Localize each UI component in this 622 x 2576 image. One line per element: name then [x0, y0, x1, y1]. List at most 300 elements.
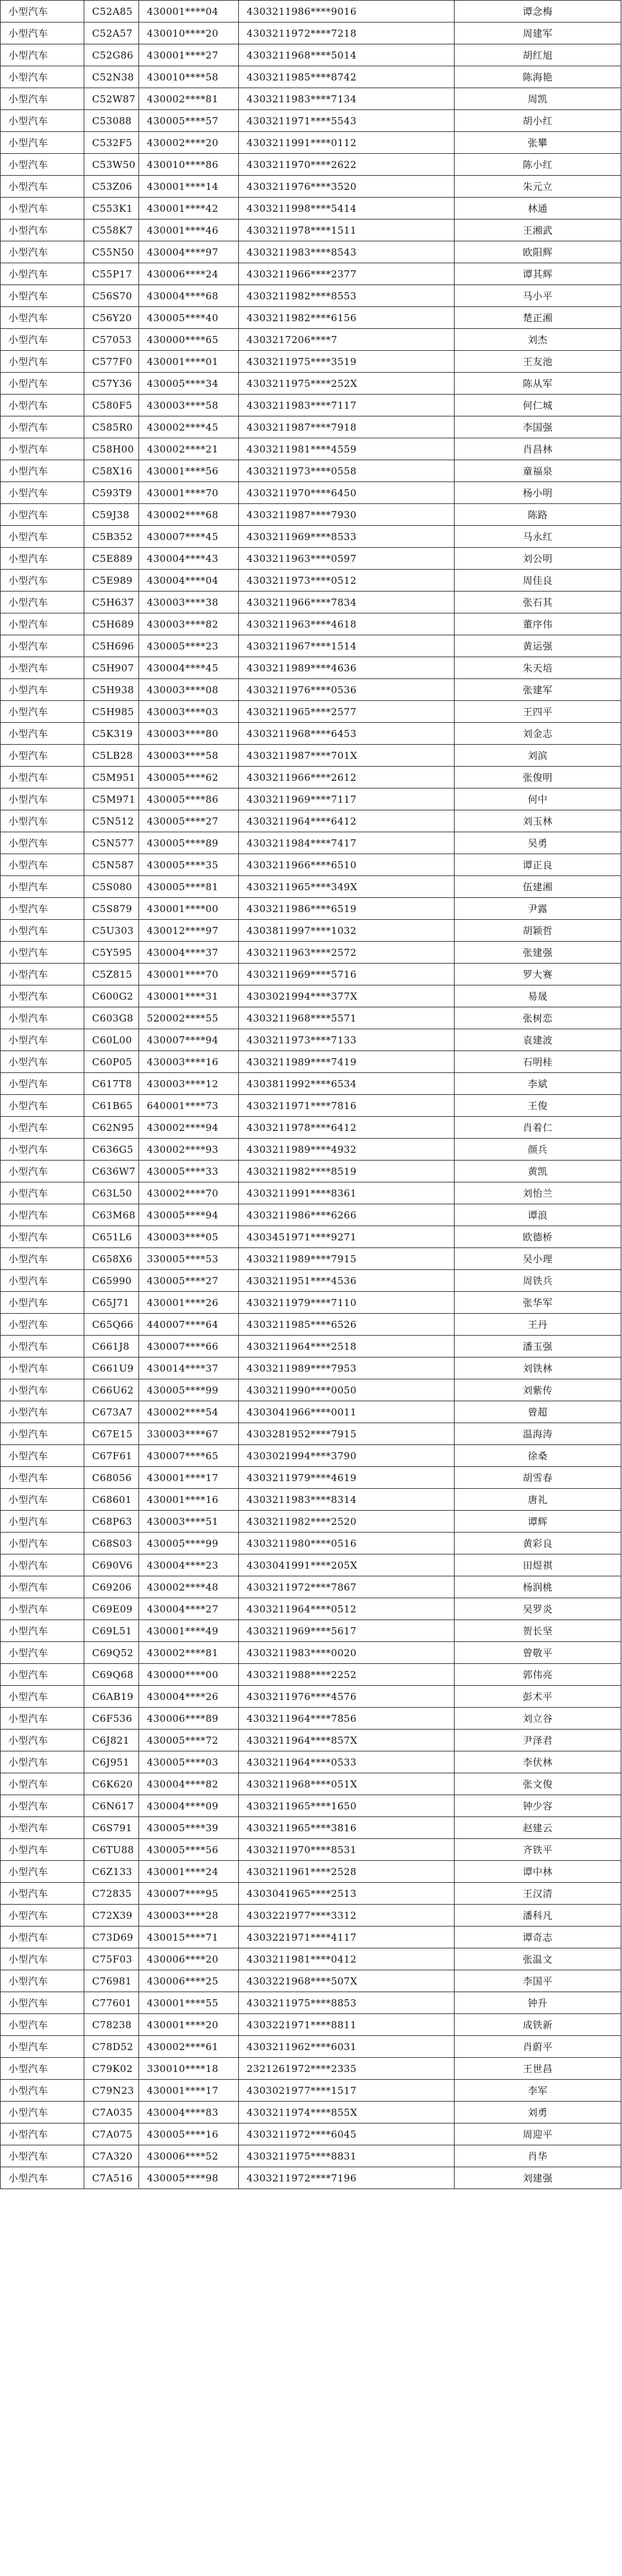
- owner-name-cell: 张俊明: [455, 767, 621, 789]
- license-number-cell: 430001****17: [139, 1467, 239, 1489]
- table-row: [1, 504, 621, 526]
- vehicle-type-cell: 小型汽车: [1, 1270, 84, 1292]
- owner-name-cell: 钟少容: [455, 1795, 621, 1817]
- license-number-cell: 430004****37: [139, 942, 239, 964]
- table-row: [1, 2145, 621, 2167]
- license-number-cell: 430002****81: [139, 1642, 239, 1664]
- vehicle-type-cell: 小型汽车: [1, 154, 84, 176]
- id-number-cell: 4303211968****6453: [239, 723, 455, 745]
- id-number-cell: 2321261972****2335: [239, 2058, 455, 2080]
- plate-number-cell: C67E15: [84, 1423, 139, 1445]
- id-number-cell: 4303021977****1517: [239, 2080, 455, 2102]
- id-number-cell: 4303211973****0558: [239, 460, 455, 482]
- vehicle-type-cell: 小型汽车: [1, 307, 84, 329]
- table-row: [1, 2080, 621, 2102]
- plate-number-cell: C7A516: [84, 2167, 139, 2189]
- id-number-cell: 4303811992****6534: [239, 1073, 455, 1095]
- vehicle-type-cell: 小型汽车: [1, 219, 84, 241]
- table-row: [1, 1948, 621, 1970]
- license-number-cell: 430004****97: [139, 241, 239, 263]
- plate-number-cell: C5LB28: [84, 745, 139, 767]
- vehicle-type-cell: 小型汽车: [1, 810, 84, 832]
- id-number-cell: 4303221977****3312: [239, 1905, 455, 1927]
- vehicle-type-cell: 小型汽车: [1, 176, 84, 198]
- vehicle-type-cell: 小型汽车: [1, 1, 84, 23]
- table-row: [1, 1248, 621, 1270]
- license-number-cell: 430005****99: [139, 1533, 239, 1554]
- id-number-cell: 4303211984****7417: [239, 832, 455, 854]
- vehicle-type-cell: 小型汽车: [1, 1861, 84, 1883]
- id-number-cell: 4303211973****7133: [239, 1029, 455, 1051]
- owner-name-cell: 刘玉林: [455, 810, 621, 832]
- license-number-cell: 430003****80: [139, 723, 239, 745]
- id-number-cell: 4303211982****8519: [239, 1161, 455, 1182]
- id-number-cell: 4303211968****5014: [239, 44, 455, 66]
- license-number-cell: 430005****98: [139, 2167, 239, 2189]
- vehicle-type-cell: 小型汽车: [1, 351, 84, 373]
- license-number-cell: 640001****73: [139, 1095, 239, 1117]
- owner-name-cell: 肖蔚平: [455, 2036, 621, 2058]
- vehicle-type-cell: 小型汽车: [1, 942, 84, 964]
- owner-name-cell: 肖昌林: [455, 438, 621, 460]
- vehicle-type-cell: 小型汽车: [1, 1511, 84, 1533]
- vehicle-type-cell: 小型汽车: [1, 964, 84, 985]
- owner-name-cell: 谭念梅: [455, 1, 621, 23]
- owner-name-cell: 伍建湘: [455, 876, 621, 898]
- table-row: [1, 1358, 621, 1379]
- plate-number-cell: C6F536: [84, 1708, 139, 1730]
- table-row: [1, 1861, 621, 1883]
- id-number-cell: 4303211981****0412: [239, 1948, 455, 1970]
- plate-number-cell: C53088: [84, 110, 139, 132]
- owner-name-cell: 刘杰: [455, 329, 621, 351]
- license-number-cell: 430001****14: [139, 176, 239, 198]
- plate-number-cell: C5Y595: [84, 942, 139, 964]
- id-number-cell: 4303211982****6156: [239, 307, 455, 329]
- owner-name-cell: 谭其辉: [455, 263, 621, 285]
- id-number-cell: 4303021994****377X: [239, 985, 455, 1007]
- plate-number-cell: C585R0: [84, 416, 139, 438]
- id-number-cell: 4303211951****4536: [239, 1270, 455, 1292]
- owner-name-cell: 欧德桥: [455, 1226, 621, 1248]
- vehicle-type-cell: 小型汽车: [1, 1182, 84, 1204]
- plate-number-cell: C63L50: [84, 1182, 139, 1204]
- id-number-cell: 4303211980****0516: [239, 1533, 455, 1554]
- license-number-cell: 430002****48: [139, 1576, 239, 1598]
- license-number-cell: 430006****89: [139, 1708, 239, 1730]
- owner-name-cell: 周凯: [455, 88, 621, 110]
- owner-name-cell: 贺长坚: [455, 1620, 621, 1642]
- table-row: [1, 1073, 621, 1095]
- id-number-cell: 4303211968****5571: [239, 1007, 455, 1029]
- table-row: [1, 23, 621, 44]
- license-number-cell: 430003****58: [139, 395, 239, 416]
- license-number-cell: 430002****54: [139, 1401, 239, 1423]
- owner-name-cell: 谭中林: [455, 1861, 621, 1883]
- id-number-cell: 4303211978****6412: [239, 1117, 455, 1139]
- vehicle-type-cell: 小型汽车: [1, 1467, 84, 1489]
- plate-number-cell: C6K620: [84, 1773, 139, 1795]
- vehicle-type-cell: 小型汽车: [1, 723, 84, 745]
- id-number-cell: 4303211972****6045: [239, 2123, 455, 2145]
- plate-number-cell: C68056: [84, 1467, 139, 1489]
- license-number-cell: 430006****24: [139, 263, 239, 285]
- table-row: [1, 832, 621, 854]
- owner-name-cell: 谭浪: [455, 1204, 621, 1226]
- owner-name-cell: 尹露: [455, 898, 621, 920]
- id-number-cell: 4303211970****6450: [239, 482, 455, 504]
- table-row: [1, 176, 621, 198]
- id-number-cell: 4303211962****6031: [239, 2036, 455, 2058]
- id-number-cell: 4303211969****8533: [239, 526, 455, 548]
- plate-number-cell: C69206: [84, 1576, 139, 1598]
- owner-name-cell: 张石其: [455, 592, 621, 613]
- license-number-cell: 430004****45: [139, 657, 239, 679]
- table-row: [1, 657, 621, 679]
- table-row: [1, 1445, 621, 1467]
- table-row: [1, 854, 621, 876]
- table-row: [1, 1095, 621, 1117]
- plate-number-cell: C58H00: [84, 438, 139, 460]
- owner-name-cell: 吴勇: [455, 832, 621, 854]
- table-row: [1, 1620, 621, 1642]
- id-number-cell: 4303211976****0536: [239, 679, 455, 701]
- owner-name-cell: 刘立谷: [455, 1708, 621, 1730]
- vehicle-type-cell: 小型汽车: [1, 985, 84, 1007]
- table-row: [1, 416, 621, 438]
- license-number-cell: 430005****23: [139, 635, 239, 657]
- table-row: [1, 1642, 621, 1664]
- license-number-cell: 430005****33: [139, 1161, 239, 1182]
- id-number-cell: 4303211974****855X: [239, 2102, 455, 2123]
- id-number-cell: 4303211971****7816: [239, 1095, 455, 1117]
- table-row: [1, 88, 621, 110]
- plate-number-cell: C5H938: [84, 679, 139, 701]
- owner-name-cell: 陈路: [455, 504, 621, 526]
- license-number-cell: 430002****61: [139, 2036, 239, 2058]
- license-number-cell: 430002****94: [139, 1117, 239, 1139]
- license-number-cell: 430004****23: [139, 1554, 239, 1576]
- license-number-cell: 430001****26: [139, 1292, 239, 1314]
- license-number-cell: 430003****38: [139, 592, 239, 613]
- table-row: [1, 1883, 621, 1905]
- table-row: [1, 679, 621, 701]
- license-number-cell: 430005****89: [139, 832, 239, 854]
- license-number-cell: 430007****94: [139, 1029, 239, 1051]
- plate-number-cell: C65Q66: [84, 1314, 139, 1336]
- plate-number-cell: C5H985: [84, 701, 139, 723]
- plate-number-cell: C673A7: [84, 1401, 139, 1423]
- vehicle-type-cell: 小型汽车: [1, 592, 84, 613]
- license-number-cell: 430002****68: [139, 504, 239, 526]
- id-number-cell: 4303211987****7918: [239, 416, 455, 438]
- plate-number-cell: C6J951: [84, 1751, 139, 1773]
- id-number-cell: 4303211969****7117: [239, 789, 455, 810]
- owner-name-cell: 王世昌: [455, 2058, 621, 2080]
- owner-name-cell: 黄运强: [455, 635, 621, 657]
- table-row: [1, 985, 621, 1007]
- table-row: [1, 66, 621, 88]
- plate-number-cell: C73D69: [84, 1927, 139, 1948]
- plate-number-cell: C600G2: [84, 985, 139, 1007]
- id-number-cell: 4303211989****4636: [239, 657, 455, 679]
- plate-number-cell: C56S70: [84, 285, 139, 307]
- plate-number-cell: C78238: [84, 2014, 139, 2036]
- plate-number-cell: C5K319: [84, 723, 139, 745]
- owner-name-cell: 马小平: [455, 285, 621, 307]
- vehicle-type-cell: 小型汽车: [1, 1248, 84, 1270]
- license-number-cell: 430000****00: [139, 1664, 239, 1686]
- id-number-cell: 4303221971****4117: [239, 1927, 455, 1948]
- id-number-cell: 4303211989****7915: [239, 1248, 455, 1270]
- license-number-cell: 430010****20: [139, 23, 239, 44]
- license-number-cell: 440007****64: [139, 1314, 239, 1336]
- vehicle-type-cell: 小型汽车: [1, 1161, 84, 1182]
- plate-number-cell: C5N587: [84, 854, 139, 876]
- vehicle-type-cell: 小型汽车: [1, 1226, 84, 1248]
- vehicle-type-cell: 小型汽车: [1, 1292, 84, 1314]
- table-row: [1, 438, 621, 460]
- license-number-cell: 430003****82: [139, 613, 239, 635]
- plate-number-cell: C52A85: [84, 1, 139, 23]
- plate-number-cell: C68P63: [84, 1511, 139, 1533]
- table-row: [1, 1773, 621, 1795]
- table-row: [1, 1029, 621, 1051]
- license-number-cell: 430014****37: [139, 1358, 239, 1379]
- table-row: [1, 1511, 621, 1533]
- table-row: [1, 460, 621, 482]
- table-row: [1, 1226, 621, 1248]
- owner-name-cell: 周迎平: [455, 2123, 621, 2145]
- plate-number-cell: C56Y20: [84, 307, 139, 329]
- license-number-cell: 430006****52: [139, 2145, 239, 2167]
- id-number-cell: 4303211975****252X: [239, 373, 455, 395]
- plate-number-cell: C52W87: [84, 88, 139, 110]
- id-number-cell: 4303211969****5617: [239, 1620, 455, 1642]
- id-number-cell: 4303211989****7953: [239, 1358, 455, 1379]
- license-number-cell: 430004****43: [139, 548, 239, 570]
- id-number-cell: 4303211983****0020: [239, 1642, 455, 1664]
- license-number-cell: 430001****27: [139, 44, 239, 66]
- owner-name-cell: 周佳良: [455, 570, 621, 592]
- table-row: [1, 241, 621, 263]
- plate-number-cell: C5E989: [84, 570, 139, 592]
- plate-number-cell: C5S879: [84, 898, 139, 920]
- id-number-cell: 4303211966****2612: [239, 767, 455, 789]
- vehicle-type-cell: 小型汽车: [1, 1533, 84, 1554]
- owner-name-cell: 林通: [455, 198, 621, 219]
- license-number-cell: 430001****70: [139, 482, 239, 504]
- vehicle-type-cell: 小型汽车: [1, 395, 84, 416]
- owner-name-cell: 陈海艳: [455, 66, 621, 88]
- license-number-cell: 430001****16: [139, 1489, 239, 1511]
- license-number-cell: 430001****04: [139, 1, 239, 23]
- vehicle-type-cell: 小型汽车: [1, 132, 84, 154]
- table-row: [1, 1314, 621, 1336]
- table-row: [1, 920, 621, 942]
- license-number-cell: 430005****40: [139, 307, 239, 329]
- license-number-cell: 430002****20: [139, 132, 239, 154]
- license-number-cell: 430003****03: [139, 701, 239, 723]
- vehicle-type-cell: 小型汽车: [1, 2036, 84, 2058]
- vehicle-type-cell: 小型汽车: [1, 1839, 84, 1861]
- plate-number-cell: C72X39: [84, 1905, 139, 1927]
- table-row: [1, 132, 621, 154]
- plate-number-cell: C69Q52: [84, 1642, 139, 1664]
- table-row: [1, 898, 621, 920]
- table-row: [1, 745, 621, 767]
- plate-number-cell: C7A320: [84, 2145, 139, 2167]
- license-number-cell: 430003****51: [139, 1511, 239, 1533]
- table-row: [1, 373, 621, 395]
- owner-name-cell: 李斌: [455, 1073, 621, 1095]
- table-row: [1, 44, 621, 66]
- owner-name-cell: 王湘武: [455, 219, 621, 241]
- plate-number-cell: C60L00: [84, 1029, 139, 1051]
- owner-name-cell: 李国强: [455, 416, 621, 438]
- id-number-cell: 4303221968****507X: [239, 1970, 455, 1992]
- table-row: [1, 1423, 621, 1445]
- plate-number-cell: C6J821: [84, 1730, 139, 1751]
- id-number-cell: 4303211990****0050: [239, 1379, 455, 1401]
- plate-number-cell: C5N577: [84, 832, 139, 854]
- table-row: [1, 789, 621, 810]
- license-number-cell: 430010****58: [139, 66, 239, 88]
- table-row: [1, 1007, 621, 1029]
- table-row: [1, 1839, 621, 1861]
- owner-name-cell: 唐礼: [455, 1489, 621, 1511]
- vehicle-type-cell: 小型汽车: [1, 767, 84, 789]
- plate-number-cell: C69Q68: [84, 1664, 139, 1686]
- vehicle-type-cell: 小型汽车: [1, 482, 84, 504]
- vehicle-type-cell: 小型汽车: [1, 44, 84, 66]
- license-number-cell: 430005****03: [139, 1751, 239, 1773]
- license-number-cell: 430000****65: [139, 329, 239, 351]
- table-row: [1, 723, 621, 745]
- owner-name-cell: 赵建云: [455, 1817, 621, 1839]
- table-row: [1, 810, 621, 832]
- vehicle-type-cell: 小型汽车: [1, 1445, 84, 1467]
- table-row: [1, 701, 621, 723]
- license-number-cell: 430002****81: [139, 88, 239, 110]
- owner-name-cell: 潘玉强: [455, 1336, 621, 1358]
- plate-number-cell: C53Z06: [84, 176, 139, 198]
- owner-name-cell: 何仁城: [455, 395, 621, 416]
- plate-number-cell: C76981: [84, 1970, 139, 1992]
- vehicle-type-cell: 小型汽车: [1, 2167, 84, 2189]
- id-number-cell: 4303211983****7134: [239, 88, 455, 110]
- id-number-cell: 4303211991****0112: [239, 132, 455, 154]
- id-number-cell: 4303211964****857X: [239, 1730, 455, 1751]
- id-number-cell: 4303211982****2520: [239, 1511, 455, 1533]
- id-number-cell: 4303211966****2377: [239, 263, 455, 285]
- table-row: [1, 1161, 621, 1182]
- plate-number-cell: C7A075: [84, 2123, 139, 2145]
- license-number-cell: 430005****81: [139, 876, 239, 898]
- vehicle-type-cell: 小型汽车: [1, 2080, 84, 2102]
- vehicle-type-cell: 小型汽车: [1, 198, 84, 219]
- license-number-cell: 430001****49: [139, 1620, 239, 1642]
- owner-name-cell: 李伏林: [455, 1751, 621, 1773]
- table-row: [1, 1401, 621, 1423]
- table-row: [1, 307, 621, 329]
- owner-name-cell: 王俊: [455, 1095, 621, 1117]
- table-row: [1, 767, 621, 789]
- id-number-cell: 4303211963****2572: [239, 942, 455, 964]
- table-row: [1, 635, 621, 657]
- owner-name-cell: 刘勇: [455, 2102, 621, 2123]
- owner-name-cell: 胡小红: [455, 110, 621, 132]
- id-number-cell: 4303217206****7: [239, 329, 455, 351]
- vehicle-type-cell: 小型汽车: [1, 23, 84, 44]
- owner-name-cell: 胡颖哲: [455, 920, 621, 942]
- id-number-cell: 4303211963****4618: [239, 613, 455, 635]
- license-number-cell: 430004****26: [139, 1686, 239, 1708]
- table-row: [1, 526, 621, 548]
- vehicle-type-cell: 小型汽车: [1, 1970, 84, 1992]
- license-number-cell: 430007****95: [139, 1883, 239, 1905]
- table-row: [1, 351, 621, 373]
- license-number-cell: 330005****53: [139, 1248, 239, 1270]
- vehicle-type-cell: 小型汽车: [1, 570, 84, 592]
- id-number-cell: 4303221971****8811: [239, 2014, 455, 2036]
- owner-name-cell: 肖华: [455, 2145, 621, 2167]
- owner-name-cell: 易晟: [455, 985, 621, 1007]
- plate-number-cell: C60P05: [84, 1051, 139, 1073]
- license-number-cell: 430015****71: [139, 1927, 239, 1948]
- owner-name-cell: 彭术平: [455, 1686, 621, 1708]
- plate-number-cell: C593T9: [84, 482, 139, 504]
- id-number-cell: 4303211961****2528: [239, 1861, 455, 1883]
- owner-name-cell: 刘紫传: [455, 1379, 621, 1401]
- owner-name-cell: 吴罗炎: [455, 1598, 621, 1620]
- owner-name-cell: 曾敬平: [455, 1642, 621, 1664]
- owner-name-cell: 张温文: [455, 1948, 621, 1970]
- table-row: [1, 1292, 621, 1314]
- owner-name-cell: 李军: [455, 2080, 621, 2102]
- vehicle-type-cell: 小型汽车: [1, 745, 84, 767]
- owner-name-cell: 谭正良: [455, 854, 621, 876]
- owner-name-cell: 朱天培: [455, 657, 621, 679]
- license-number-cell: 430005****57: [139, 110, 239, 132]
- plate-number-cell: C532F5: [84, 132, 139, 154]
- id-number-cell: 4303211978****1511: [239, 219, 455, 241]
- vehicle-type-cell: 小型汽车: [1, 1576, 84, 1598]
- license-number-cell: 430002****93: [139, 1139, 239, 1161]
- id-number-cell: 4303211970****8531: [239, 1839, 455, 1861]
- table-body: [1, 1, 621, 2189]
- license-number-cell: 430005****16: [139, 2123, 239, 2145]
- owner-name-cell: 黄凯: [455, 1161, 621, 1182]
- license-number-cell: 430004****83: [139, 2102, 239, 2123]
- owner-name-cell: 杨小明: [455, 482, 621, 504]
- table-row: [1, 1467, 621, 1489]
- plate-number-cell: C72835: [84, 1883, 139, 1905]
- vehicle-type-cell: 小型汽车: [1, 460, 84, 482]
- id-number-cell: 4303211965****1650: [239, 1795, 455, 1817]
- table-row: [1, 1336, 621, 1358]
- table-row: [1, 1, 621, 23]
- plate-number-cell: C79K02: [84, 2058, 139, 2080]
- license-number-cell: 430003****12: [139, 1073, 239, 1095]
- owner-name-cell: 何中: [455, 789, 621, 810]
- owner-name-cell: 陈从军: [455, 373, 621, 395]
- plate-number-cell: C5M971: [84, 789, 139, 810]
- id-number-cell: 4303211988****2252: [239, 1664, 455, 1686]
- plate-number-cell: C6AB19: [84, 1686, 139, 1708]
- vehicle-type-cell: 小型汽车: [1, 2058, 84, 2080]
- vehicle-type-cell: 小型汽车: [1, 1948, 84, 1970]
